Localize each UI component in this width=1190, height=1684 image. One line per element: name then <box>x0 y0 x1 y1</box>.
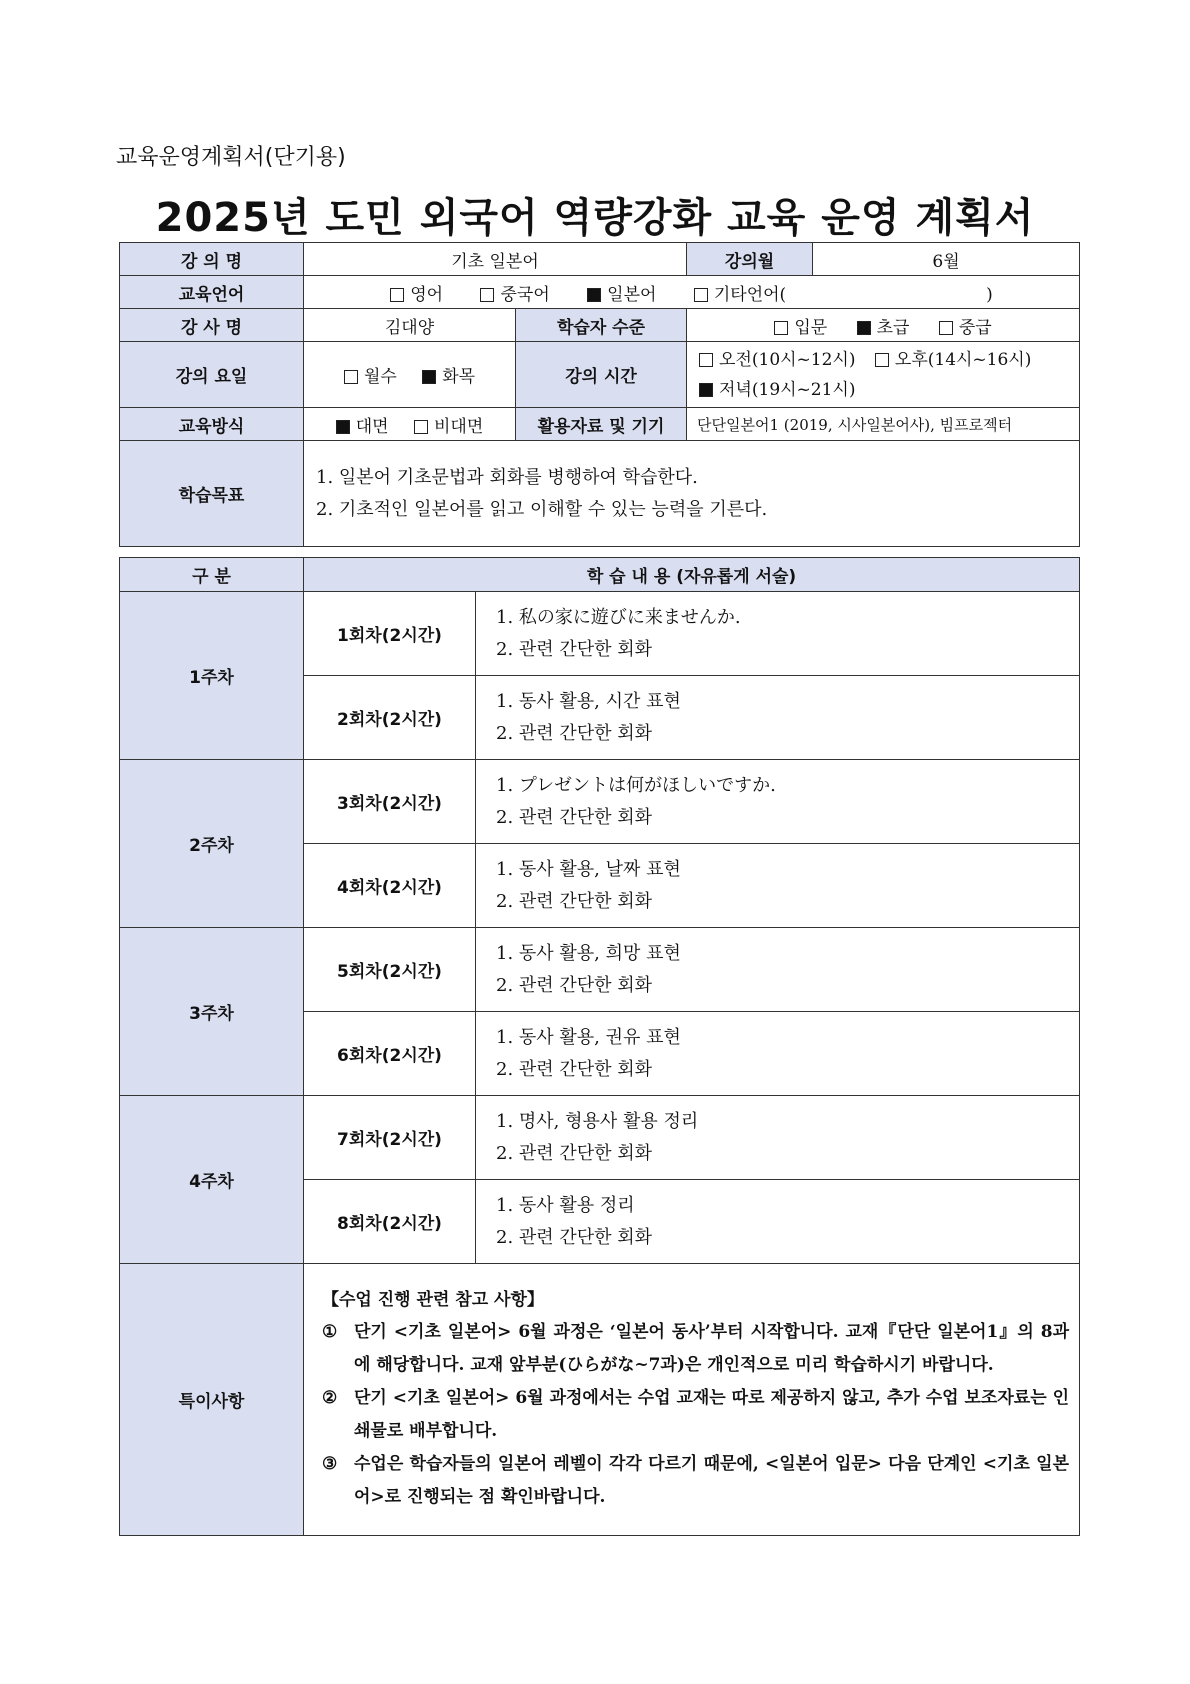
session-content: 1. プレゼントは何がほしいですか. 2. 관련 간단한 회화 <box>476 760 1080 844</box>
checkbox-checked-icon <box>336 420 350 434</box>
session-content: 1. 동사 활용, 시간 표현 2. 관련 간단한 회화 <box>476 676 1080 760</box>
lecture-time-label: 강의 시간 <box>516 342 687 408</box>
level-option-beginner[interactable]: 입문 <box>774 318 827 338</box>
checkbox-empty-icon <box>939 321 953 335</box>
notes-title: 【수업 진행 관련 참고 사항】 <box>322 1289 544 1310</box>
note-item: ③ 수업은 학습자들의 일본어 레벨이 각각 다르기 때문에, <일본어 입문> 다음 단계인 <기초 일본어>로 진행되는 점 확인바랍니다. <box>322 1453 1070 1507</box>
learning-goal-item: 2. 기초적인 일본어를 읽고 이해할 수 있는 능력을 기른다. <box>316 498 768 520</box>
schedule-table <box>119 557 1080 1536</box>
document-subtitle: 교육운영계획서(단기용) <box>116 145 346 170</box>
time-option-evening[interactable]: 저녁(19시~21시) <box>699 380 855 400</box>
checkbox-empty-icon <box>344 370 358 384</box>
document-title: 2025년 도민 외국어 역량강화 교육 운영 계획서 <box>155 195 1035 241</box>
materials-label: 활용자료 및 기기 <box>516 408 687 441</box>
checkbox-empty-icon <box>774 321 788 335</box>
note-item: ② 단기 <기초 일본어> 6월 과정에서는 수업 교재는 따로 제공하지 않고, 추가 수업 보조자료는 인쇄물로 배부합니다. <box>322 1387 1070 1441</box>
materials-value: 단단일본어1 (2019, 시사일본어사), 빔프로젝터 <box>687 408 1080 441</box>
note-item: ① 단기 <기초 일본어> 6월 과정은 ‘일본어 동사’부터 시작합니다. 교재『단단 일본어1』의 8과에 해당합니다. 교재 앞부분(ひらがな~7과)은 개인적으로 미리 학습하시기 바랍니다. <box>322 1321 1070 1375</box>
schedule-header-category: 구 분 <box>120 558 304 592</box>
week-label: 3주차 <box>120 928 304 1096</box>
learning-goal-item: 1. 일본어 기초문법과 회화를 병행하여 학습한다. <box>316 466 698 488</box>
table-row <box>120 928 1080 1012</box>
method-option-in-person[interactable]: 대면 <box>336 417 389 437</box>
level-option-intermediate[interactable]: 중급 <box>939 318 992 338</box>
session-content: 1. 私の家に遊びに来ませんか. 2. 관련 간단한 회화 <box>476 592 1080 676</box>
session-content: 1. 동사 활용, 날짜 표현 2. 관련 간단한 회화 <box>476 844 1080 928</box>
course-month-value: 6월 <box>813 243 1080 276</box>
session-label: 7회차(2시간) <box>304 1096 476 1180</box>
lecture-days-label: 강의 요일 <box>120 342 304 408</box>
session-content: 1. 동사 활용, 희망 표현 2. 관련 간단한 회화 <box>476 928 1080 1012</box>
schedule-header-content: 학 습 내 용 (자유롭게 서술) <box>304 558 1080 592</box>
session-content: 1. 명사, 형용사 활용 정리 2. 관련 간단한 회화 <box>476 1096 1080 1180</box>
session-label: 3회차(2시간) <box>304 760 476 844</box>
learning-goals-label: 학습목표 <box>120 441 304 547</box>
course-name-label: 강 의 명 <box>120 243 304 276</box>
checkbox-empty-icon <box>390 288 404 302</box>
method-option-online[interactable]: 비대면 <box>414 417 483 437</box>
week-label: 4주차 <box>120 1096 304 1264</box>
days-option-tue-thu[interactable]: 화목 <box>422 367 475 387</box>
time-option-morning[interactable]: 오전(10시~12시) <box>699 350 855 370</box>
week-label: 1주차 <box>120 592 304 760</box>
learner-level-options <box>687 309 1080 342</box>
checkbox-checked-icon <box>422 370 436 384</box>
course-month-label: 강의월 <box>687 243 813 276</box>
session-label: 6회차(2시간) <box>304 1012 476 1096</box>
language-options <box>304 276 1080 309</box>
session-content: 1. 동사 활용 정리 2. 관련 간단한 회화 <box>476 1180 1080 1264</box>
learner-level-label: 학습자 수준 <box>516 309 687 342</box>
checkbox-empty-icon <box>875 353 889 367</box>
session-label: 4회차(2시간) <box>304 844 476 928</box>
time-option-afternoon[interactable]: 오후(14시~16시) <box>875 350 1031 370</box>
table-row <box>120 592 1080 676</box>
checkbox-empty-icon <box>694 288 708 302</box>
session-label: 5회차(2시간) <box>304 928 476 1012</box>
level-option-elementary[interactable]: 초급 <box>857 318 910 338</box>
table-row <box>120 1096 1080 1180</box>
language-label: 교육언어 <box>120 276 304 309</box>
session-label: 1회차(2시간) <box>304 592 476 676</box>
checkbox-checked-icon <box>857 321 871 335</box>
days-option-mon-wed[interactable]: 월수 <box>344 367 397 387</box>
course-info-table <box>119 242 1080 547</box>
checkbox-checked-icon <box>699 383 713 397</box>
checkbox-empty-icon <box>414 420 428 434</box>
course-name-value: 기초 일본어 <box>304 243 687 276</box>
learning-goals <box>304 441 1080 547</box>
language-option-japanese[interactable]: 일본어 <box>587 285 656 305</box>
notes-body <box>304 1264 1080 1536</box>
lecture-days-options <box>304 342 516 408</box>
notes-label: 특이사항 <box>120 1264 304 1536</box>
lecture-time-options <box>687 342 1080 408</box>
language-option-english[interactable]: 영어 <box>390 285 443 305</box>
method-options <box>304 408 516 441</box>
table-row <box>120 760 1080 844</box>
language-option-other[interactable]: 기타언어( ) <box>694 285 993 305</box>
session-label: 2회차(2시간) <box>304 676 476 760</box>
session-label: 8회차(2시간) <box>304 1180 476 1264</box>
checkbox-empty-icon <box>480 288 494 302</box>
checkbox-checked-icon <box>587 288 601 302</box>
method-label: 교육방식 <box>120 408 304 441</box>
week-label: 2주차 <box>120 760 304 928</box>
table-row <box>120 1264 1080 1536</box>
checkbox-empty-icon <box>699 353 713 367</box>
instructor-label: 강 사 명 <box>120 309 304 342</box>
instructor-value: 김대양 <box>304 309 516 342</box>
session-content: 1. 동사 활용, 권유 표현 2. 관련 간단한 회화 <box>476 1012 1080 1096</box>
language-option-chinese[interactable]: 중국어 <box>480 285 549 305</box>
